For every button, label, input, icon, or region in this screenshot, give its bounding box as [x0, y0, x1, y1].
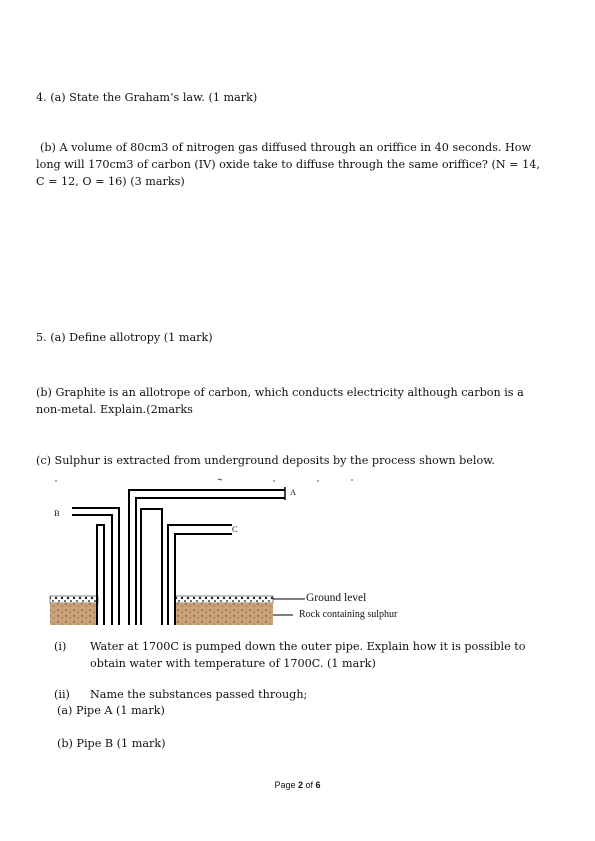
sub-question-ii-number: (ii) [54, 688, 70, 701]
question-4b-line2: long will 170cm3 of carbon (IV) oxide take to diffuse through the same oriffice? (N = 14, [36, 158, 540, 171]
sub-question-ii-text: Name the substances passed through; [90, 688, 308, 701]
page-footer [0, 780, 595, 790]
footer-of: of [303, 780, 316, 790]
footer-prefix: Page [274, 780, 298, 790]
question-4b-line3: C = 12, O = 16) (3 marks) [36, 175, 185, 188]
question-4b-line1: (b) A volume of 80cm3 of nitrogen gas diffused through an oriffice in 40 seconds. How [40, 141, 532, 154]
pipe-c-label: C [232, 524, 238, 534]
sub-question-i-line2: obtain water with temperature of 1700C. (1 mark) [90, 657, 376, 670]
sub-question-i-line1: Water at 1700C is pumped down the outer pipe. Explain how it is possible to [90, 640, 526, 653]
ground-left [50, 596, 98, 625]
stray-marks [56, 479, 352, 482]
question-5b-line2: non-metal. Explain.(2marks [36, 403, 193, 416]
pipe-a-question: (a) Pipe A (1 mark) [57, 704, 165, 717]
pipe-b-label: B [54, 508, 60, 518]
question-5c: (c) Sulphur is extracted from underground deposits by the process shown below. [36, 454, 495, 467]
pipe-a-label: A [290, 487, 297, 497]
footer-page-total: 6 [315, 780, 321, 790]
rock-label: Rock containing sulphur [299, 609, 398, 620]
ground-level-label: Ground level [306, 592, 367, 604]
pipe-b-question: (b) Pipe B (1 mark) [57, 737, 166, 750]
question-5a: 5. (a) Define allotropy (1 mark) [36, 331, 213, 344]
question-5b-line1: (b) Graphite is an allotrope of carbon, which conducts electricity although carbon is a [36, 386, 524, 399]
frasch-process-diagram [0, 470, 595, 630]
question-4a: 4. (a) State the Graham’s law. (1 mark) [36, 91, 258, 104]
sub-question-i-number: (i) [54, 640, 67, 653]
ground-right [175, 596, 273, 625]
footer-page-number: 2 [297, 780, 303, 790]
